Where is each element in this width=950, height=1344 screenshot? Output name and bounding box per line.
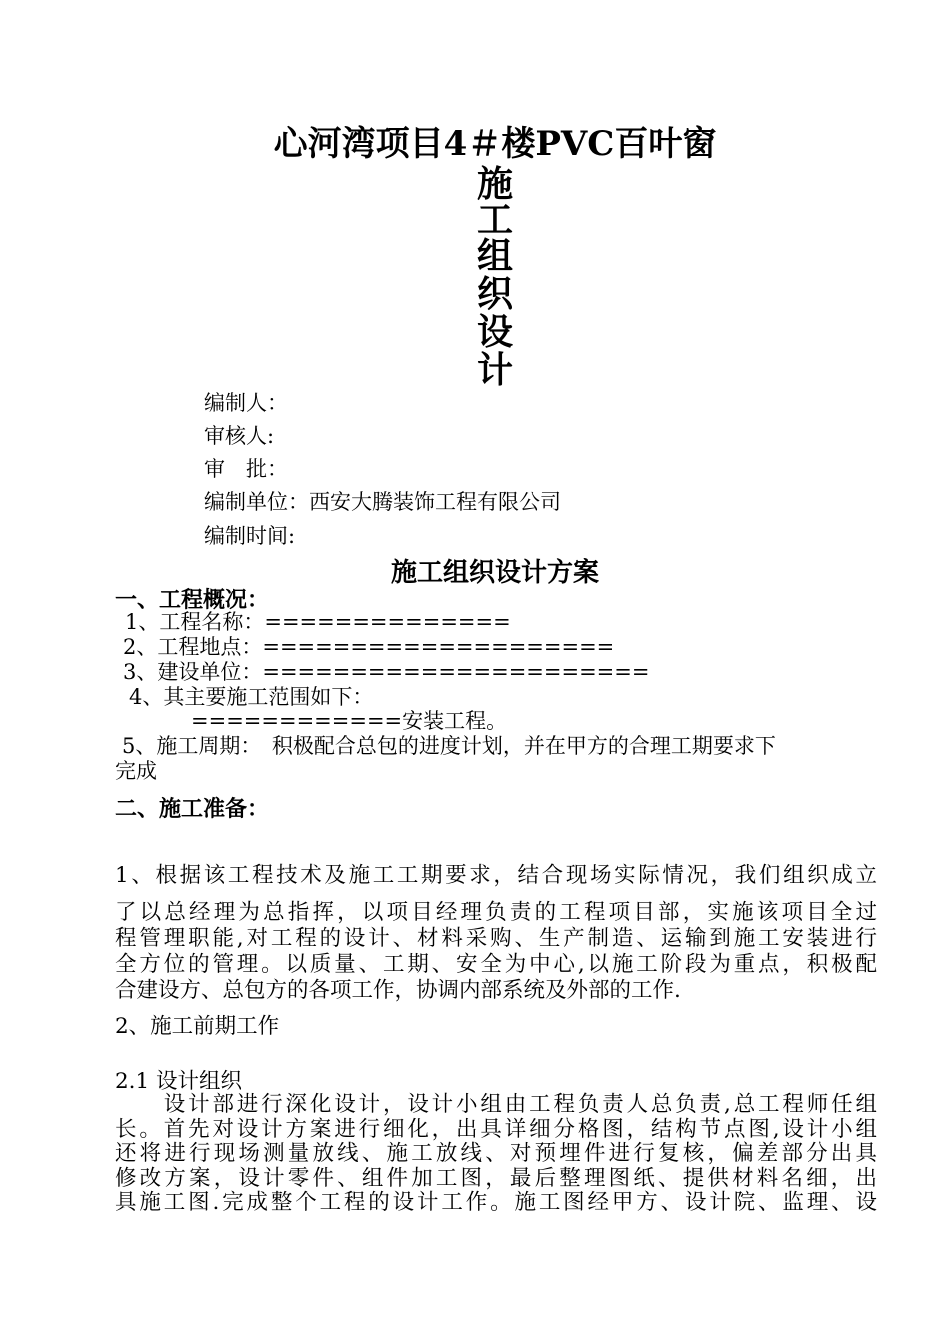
overview-item-location: 2、工程地点：==================== (123, 635, 615, 659)
paragraph-line: 还将进行现场测量放线、施工放线、对预埋件进行复核，偏差部分出具 (115, 1141, 877, 1166)
paragraph-line: 合建设方、总包方的各项工作，协调内部系统及外部的工作. (115, 978, 681, 1003)
paragraph-line: 程管理职能,对工程的设计、材料采购、生产制造、运输到施工安装进行 (115, 926, 877, 951)
paragraph-line: 长。首先对设计方案进行细化，出具详细分格图，结构节点图,设计小组 (115, 1117, 877, 1142)
vertical-title-char: 织 (476, 273, 513, 315)
overview-item-scope-detail: ============安装工程。 (191, 709, 508, 733)
overview-item-period: 5、施工周期： 积极配合总包的进度计划，并在甲方的合理工期要求下 (122, 734, 776, 758)
project-title: 心河湾项目4＃楼PVC百叶窗 (273, 124, 717, 164)
vertical-title-char: 计 (476, 349, 513, 391)
overview-item-period-cont: 完成 (115, 759, 157, 783)
overview-item-owner: 3、建设单位：====================== (123, 660, 650, 684)
paragraph-line: 全方位的管理。以质量、工期、安全为中心,以施工阶段为重点，积极配 (115, 952, 877, 977)
subheading-pre-work: 2、施工前期工作 (115, 1014, 280, 1039)
paragraph-line: 设计部进行深化设计，设计小组由工程负责人总负责,总工程师任组 (115, 1092, 877, 1117)
paragraph-line: 1、根据该工程技术及施工工期要求，结合现场实际情况，我们组织成立 (115, 863, 877, 888)
overview-item-scope: 4、其主要施工范围如下： (129, 685, 374, 709)
section-heading-overview: 一、工程概况： (115, 587, 270, 613)
paragraph-line: 修改方案，设计零件、组件加工图，最后整理图纸、提供材料名细，出 (115, 1166, 877, 1191)
section-heading-preparation: 二、施工准备： (115, 796, 270, 822)
subheading-design-org: 2.1 设计组织 (115, 1069, 243, 1094)
vertical-title-char: 施 (476, 163, 513, 205)
vertical-title-char: 组 (476, 235, 513, 277)
paragraph-line: 具施工图.完成整个工程的设计工作。施工图经甲方、设计院、监理、设 (115, 1190, 877, 1215)
meta-compiler: 编制人： (204, 391, 288, 415)
meta-unit: 编制单位：西安大腾装饰工程有限公司 (204, 490, 561, 514)
meta-reviewer: 审核人: (204, 424, 275, 448)
overview-item-name: 1、工程名称：============== (125, 610, 511, 634)
vertical-title-char: 工 (476, 199, 513, 241)
meta-approver: 审 批： (204, 457, 288, 481)
paragraph-line: 了以总经理为总指挥，以项目经理负责的工程项目部，实施该项目全过 (115, 900, 877, 925)
plan-title: 施工组织设计方案 (390, 558, 599, 588)
meta-date: 编制时间: (204, 524, 296, 548)
vertical-title-char: 设 (476, 311, 513, 353)
